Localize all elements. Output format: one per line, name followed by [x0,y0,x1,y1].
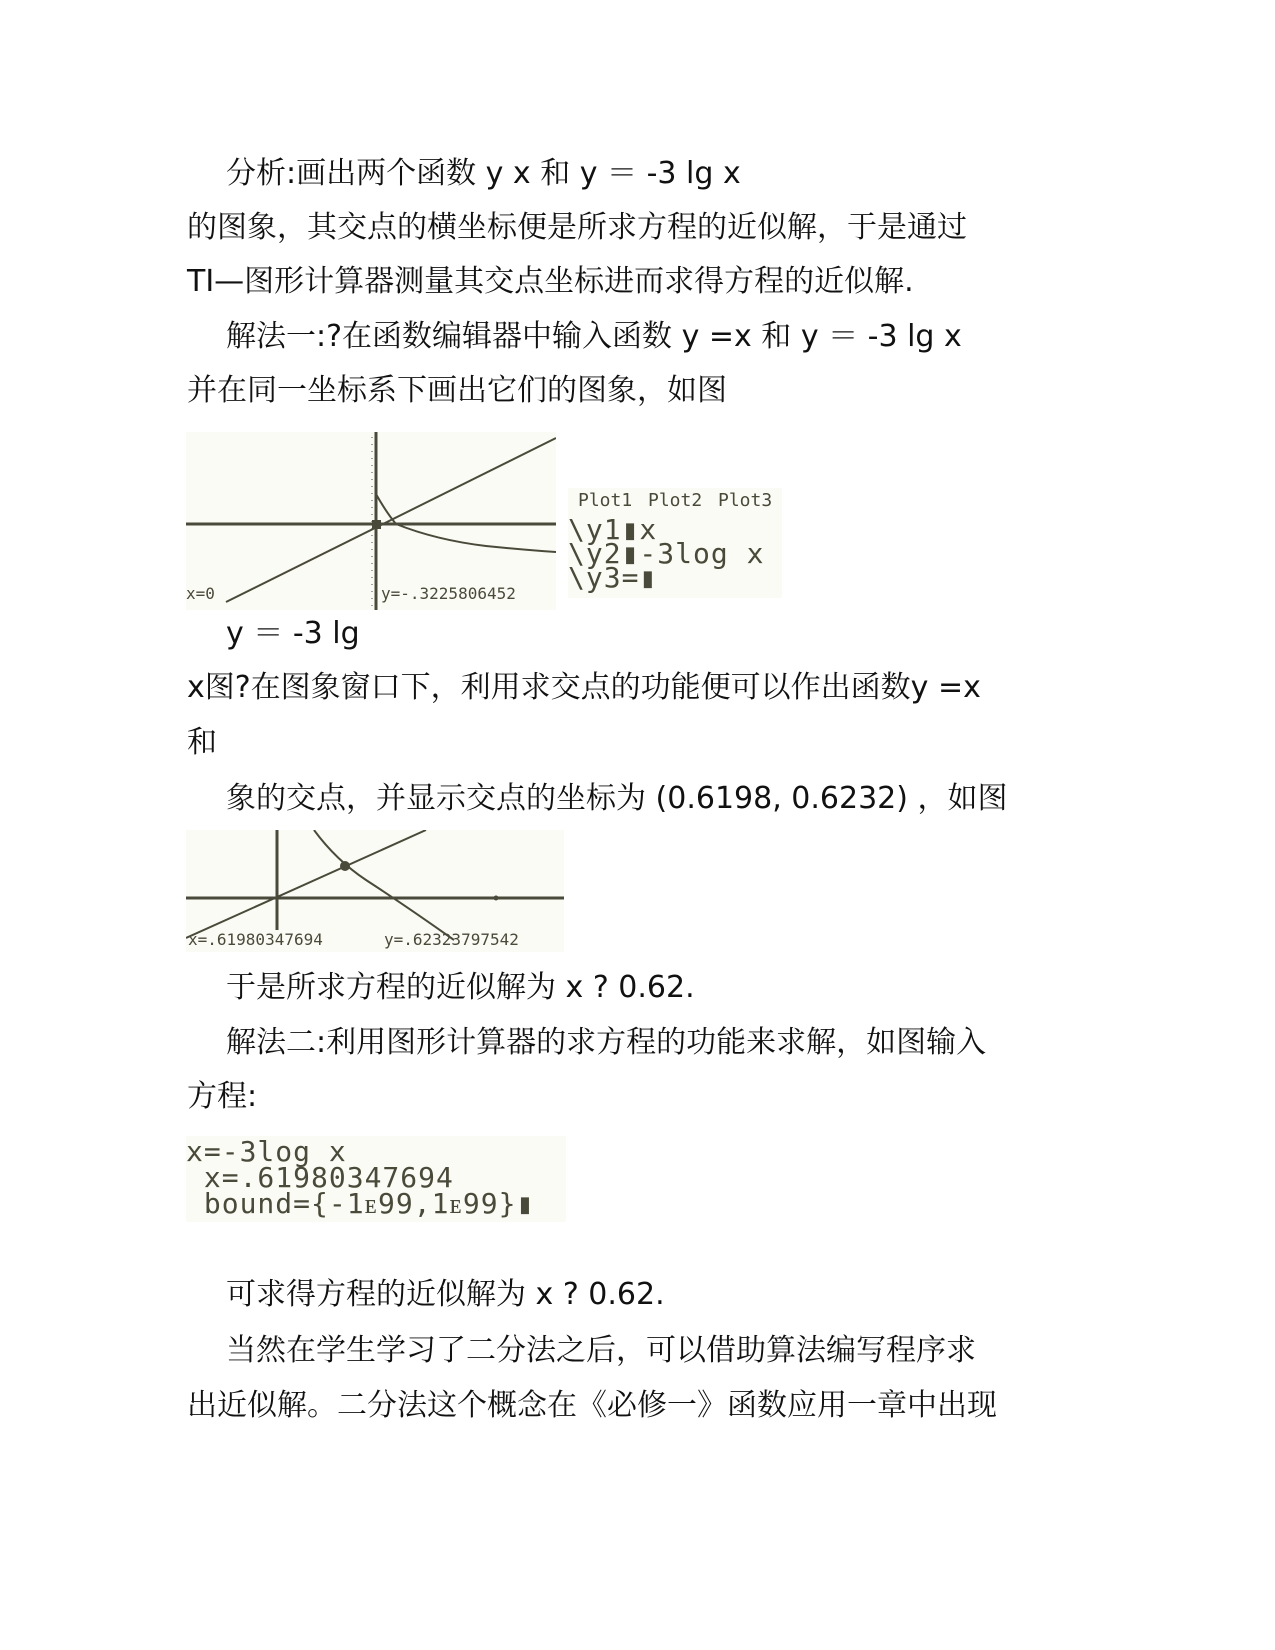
paragraph-line: TI—图形计算器测量其交点坐标进而求得方程的近似解. [187,264,914,299]
function-editor-screenshot [568,488,782,598]
solver-bound: bound={-1ᴇ99,1ᴇ99}▮ [186,1187,535,1220]
paragraph-method-two: 解法二:利用图形计算器的求方程的功能来求解，如图输入 [226,1025,987,1060]
line-y-equals-x [186,830,426,938]
paragraph-line: 出近似解。二分法这个概念在《必修一》函数应用一章中出现 [187,1388,997,1423]
paragraph-result-two: 可求得方程的近似解为 x ? 0.62. [226,1277,665,1312]
graph-1-y-readout: y=-.3225806452 [381,584,516,603]
y1-entry: \y1▮x [568,513,658,546]
paragraph-line: 方程: [187,1079,258,1114]
graph-2-x-readout: x=.61980347694 [188,930,323,949]
calculator-graph-screenshot-1 [186,432,556,610]
calculator-graph-screenshot-2 [186,830,564,952]
paragraph-result-one: 于是所求方程的近似解为 x ? 0.62. [226,970,695,1005]
paragraph-line: 的图象，其交点的横坐标便是所求方程的近似解，于是通过 [187,210,967,245]
graph-2-y-readout: y=.62323797542 [384,930,519,949]
x-tick-mark [494,896,499,901]
y3-entry: \y3=▮ [568,561,658,594]
paragraph-caption: y ＝ -3 lg [226,616,360,651]
paragraph-intersection: 象的交点，并显示交点的坐标为 (0.6198, 0.6232) ，如图 [226,781,1008,816]
trace-cursor [372,520,381,529]
line-y-equals-x [226,438,556,602]
plot1-label: Plot1 [578,490,633,511]
paragraph-line: x图?在图象窗口下，利用求交点的功能便可以作出函数y =x [187,670,981,705]
intersection-point [340,861,350,871]
plot3-label: Plot3 [718,490,773,511]
plot2-label: Plot2 [648,490,703,511]
y2-entry: \y2▮-3log x [568,537,765,570]
paragraph-line: 并在同一坐标系下画出它们的图象，如图 [187,373,727,408]
paragraph-line: 和 [187,725,217,760]
solver-equation: x=-3log x [186,1135,347,1168]
equation-solver-screenshot [186,1136,566,1222]
paragraph-analysis: 分析:画出两个函数 y x 和 y ＝ -3 lg x [226,156,741,191]
paragraph-bisection: 当然在学生学习了二分法之后，可以借助算法编写程序求 [226,1333,976,1368]
paragraph-method-one: 解法一:?在函数编辑器中输入函数 y =x 和 y ＝ -3 lg x [226,319,962,354]
solver-solution: x=.61980347694 [186,1161,454,1194]
curve-neg-3-log-x [314,830,454,940]
graph-1-x-readout: x=0 [186,584,215,603]
